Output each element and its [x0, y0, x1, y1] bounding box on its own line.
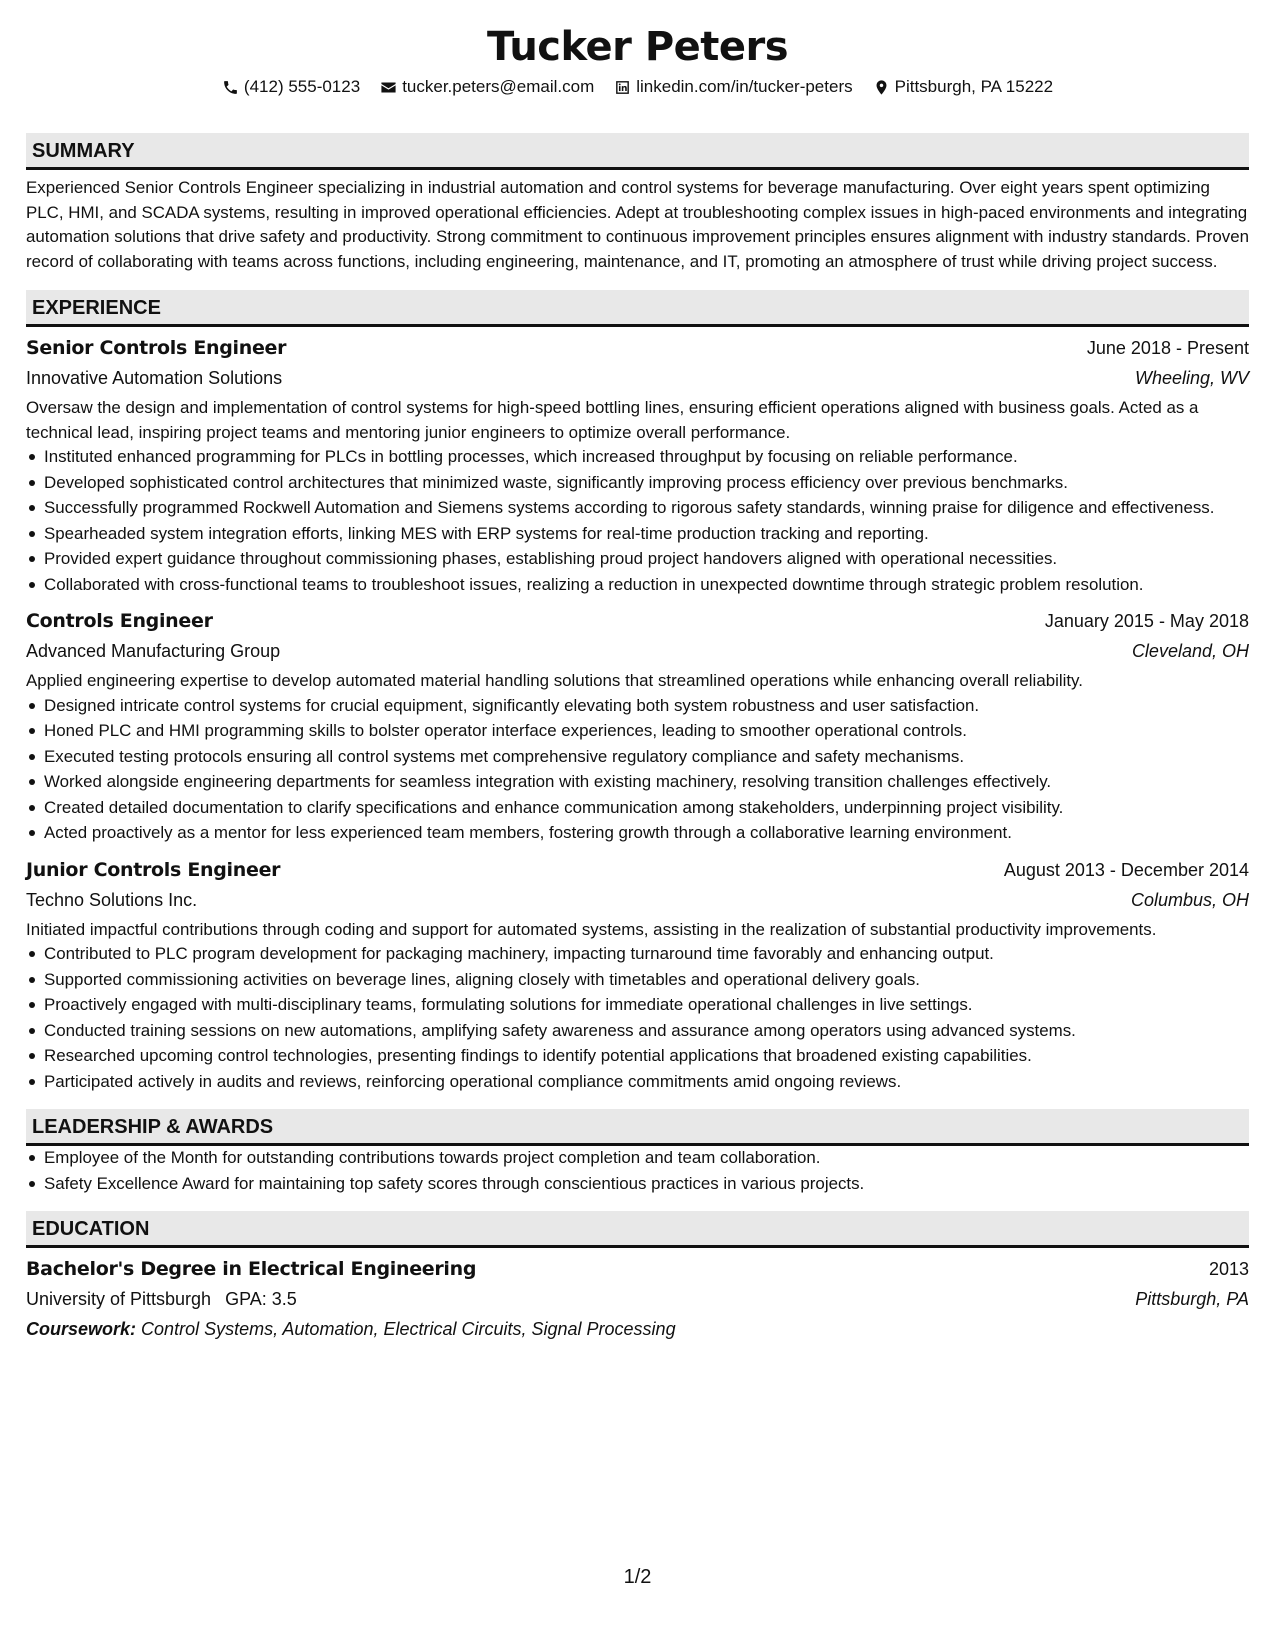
job-dates: August 2013 - December 2014 — [1003, 859, 1249, 880]
job-entry — [26, 606, 1249, 845]
job-entry — [26, 333, 1249, 596]
contact-phone — [222, 75, 360, 99]
coursework-line — [26, 1314, 1249, 1344]
list-item: Supported commissioning activities on beverage lines, aligning closely with timetables and operational delivery goals. — [26, 968, 1249, 992]
job-company: Advanced Manufacturing Group — [26, 641, 281, 661]
candidate-name: Tucker Peters — [486, 24, 789, 70]
education-entry — [26, 1254, 1249, 1344]
list-item: Worked alongside engineering departments for seamless integration with existing machinery, resolving transition challenges effectively. — [26, 770, 1249, 794]
list-item: Spearheaded system integration efforts, linking MES with ERP systems for real-time production tracking and reporting. — [26, 522, 1249, 546]
gpa: GPA: 3.5 — [225, 1289, 297, 1309]
job-location: Columbus, OH — [1130, 889, 1249, 910]
coursework-list: Control Systems, Automation, Electrical Circuits, Signal Processing — [141, 1319, 676, 1339]
graduation-year: 2013 — [1208, 1259, 1249, 1279]
list-item: Provided expert guidance throughout commissioning phases, establishing proud project handovers aligned with operational necessities. — [26, 547, 1249, 571]
coursework-label: Coursework: — [26, 1319, 137, 1339]
list-item: Created detailed documentation to clarify specifications and enhance communication among stakeholders, underpinning project visibility. — [26, 796, 1249, 820]
section-heading-education: EDUCATION — [26, 1211, 1249, 1248]
job-company: Techno Solutions Inc. — [26, 889, 198, 910]
map-pin-icon — [873, 79, 890, 96]
job-title: Junior Controls Engineer — [26, 858, 281, 881]
job-location: Wheeling, WV — [1134, 368, 1249, 388]
job-bullets — [26, 445, 1249, 596]
list-item: Participated actively in audits and reviews, reinforcing operational compliance commitments amid ongoing reviews. — [26, 1070, 1249, 1094]
contact-email[interactable] — [380, 75, 594, 99]
linkedin-icon — [614, 79, 631, 96]
job-dates: January 2015 - May 2018 — [1044, 611, 1249, 631]
resume-page — [26, 22, 1249, 1344]
phone-text: (412) 555-0123 — [243, 77, 361, 96]
section-heading-experience: EXPERIENCE — [26, 290, 1249, 327]
job-bullets — [26, 942, 1249, 1093]
list-item: Honed PLC and HMI programming skills to bolster operator interface experiences, leading to smoother operational controls. — [26, 719, 1249, 743]
section-heading-awards: LEADERSHIP & AWARDS — [26, 1109, 1249, 1146]
list-item: Collaborated with cross-functional teams to troubleshoot issues, realizing a reduction in unexpected downtime through strategic problem resolution. — [26, 573, 1249, 597]
phone-icon — [222, 79, 239, 96]
section-heading-summary: SUMMARY — [26, 133, 1249, 170]
email-text[interactable]: tucker.peters@email.com — [402, 77, 595, 96]
job-bullets — [26, 694, 1249, 845]
list-item: Safety Excellence Award for maintaining top safety scores through conscientious practices in various projects. — [26, 1172, 1249, 1196]
list-item: Employee of the Month for outstanding contributions towards project completion and team collaboration. — [26, 1146, 1249, 1170]
list-item: Conducted training sessions on new automations, amplifying safety awareness and assurance among operators using advanced systems. — [26, 1019, 1249, 1043]
job-entry — [26, 855, 1249, 1094]
school-line — [26, 1284, 297, 1314]
job-location: Cleveland, OH — [1131, 641, 1249, 661]
list-item: Researched upcoming control technologies, presenting findings to identify potential applications that broadened existing capabilities. — [26, 1044, 1249, 1068]
degree-title: Bachelor's Degree in Electrical Engineering — [26, 1258, 477, 1280]
list-item: Instituted enhanced programming for PLCs in bottling processes, which increased throughput by focusing on reliable performance. — [26, 445, 1249, 469]
list-item: Proactively engaged with multi-disciplinary teams, formulating solutions for immediate operational challenges in live settings. — [26, 993, 1249, 1017]
job-description: Oversaw the design and implementation of control systems for high-speed bottling lines, ensuring efficient operations aligned with business goals. Acted as a technical lead, inspiring project teams and mentoring junior engineers to optimize overall performance. — [26, 398, 1199, 442]
list-item: Contributed to PLC program development for packaging machinery, impacting turnaround time favorably and enhancing output. — [26, 942, 1249, 966]
list-item: Successfully programmed Rockwell Automation and Siemens systems according to rigorous safety standards, winning praise for diligence and effectiveness. — [26, 496, 1249, 520]
list-item: Designed intricate control systems for crucial equipment, significantly elevating both system robustness and user satisfaction. — [26, 694, 1249, 718]
contact-bar — [26, 75, 1249, 99]
linkedin-text[interactable]: linkedin.com/in/tucker-peters — [636, 77, 853, 96]
page-number: 1/2 — [623, 1566, 652, 1588]
list-item: Acted proactively as a mentor for less experienced team members, fostering growth through a collaborative learning environment. — [26, 821, 1249, 845]
school-name: University of Pittsburgh — [26, 1289, 212, 1309]
summary-text: Experienced Senior Controls Engineer specializing in industrial automation and control systems for beverage manufacturing. Over eight years spent optimizing PLC, HMI, and SCADA systems, resulting in improved operational efficiencies. Adept at troubleshooting complex issues in high-paced environments and integrating automation solutions that drive safety and productivity. Strong commitment to continuous improvement principles ensures alignment with industry standards. Proven record of collaborating with teams across functions, including engineering, maintenance, and IT, promoting an atmosphere of trust while driving project success. — [26, 178, 1249, 271]
list-item: Developed sophisticated control architectures that minimized waste, significantly improving process efficiency over previous benchmarks. — [26, 471, 1249, 495]
awards-list — [26, 1146, 1249, 1195]
contact-linkedin[interactable] — [614, 75, 852, 99]
job-description: Initiated impactful contributions through coding and support for automated systems, assisting in the realization of substantial productivity improvements. — [26, 919, 1157, 939]
job-dates: June 2018 - Present — [1086, 338, 1249, 358]
school-location: Pittsburgh, PA — [1135, 1289, 1249, 1309]
list-item: Executed testing protocols ensuring all control systems met comprehensive regulatory compliance and safety mechanisms. — [26, 745, 1249, 769]
envelope-icon — [380, 79, 397, 96]
job-title: Controls Engineer — [26, 610, 213, 632]
job-title: Senior Controls Engineer — [26, 337, 287, 359]
job-description: Applied engineering expertise to develop automated material handling solutions that streamlined operations while enhancing overall reliability. — [26, 671, 1083, 690]
contact-location — [873, 75, 1053, 99]
job-company: Innovative Automation Solutions — [26, 368, 283, 388]
location-text: Pittsburgh, PA 15222 — [894, 77, 1054, 96]
